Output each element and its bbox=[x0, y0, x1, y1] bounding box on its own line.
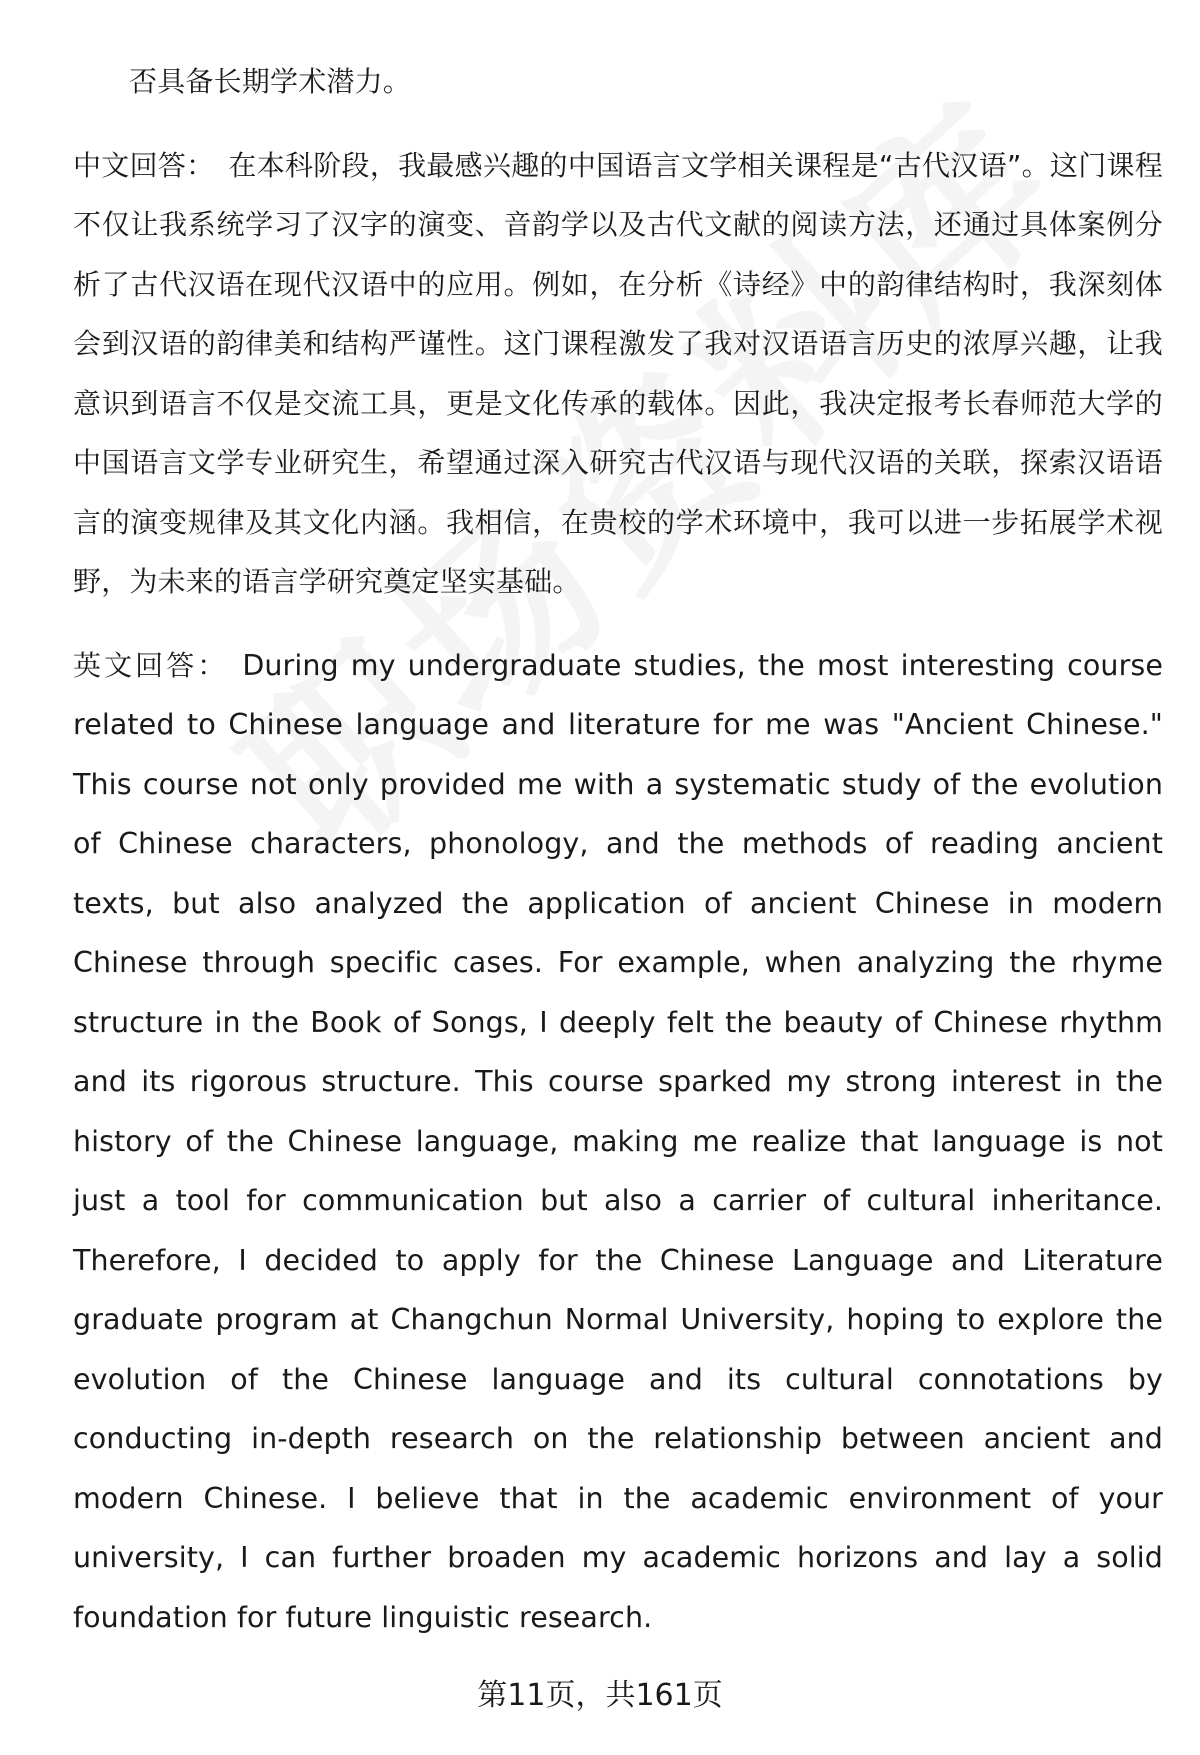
continuation-paragraph bbox=[73, 52, 1163, 112]
english-answer-label: 英文回答： bbox=[73, 648, 229, 682]
continuation-text: 否具备长期学术潜力。 bbox=[129, 65, 412, 98]
document-body bbox=[73, 52, 1163, 1671]
chinese-answer-text: 在本科阶段，我最感兴趣的中国语言文学相关课程是“古代汉语”。这门课程不仅让我系统学习了汉字的演变、音韵学以及古代文献的阅读方法，还通过具体案例分析了古代汉语在现代汉语中的应用。例如，在分析《诗经》中的韵律结构时，我深刻体会到汉语的韵律美和结构严谨性。这门课程激发了我对汉语语言历史的浓厚兴趣，让我意识到语言不仅是交流工具，更是文化传承的载体。因此，我决定报考长春师范大学的中国语言文学专业研究生，希望通过深入研究古代汉语与现代汉语的关联，探索汉语语言的演变规律及其文化内涵。我相信，在贵校的学术环境中，我可以进一步拓展学术视野，为未来的语言学研究奠定坚实基础。 bbox=[73, 148, 1163, 598]
chinese-answer-label: 中文回答： bbox=[73, 148, 215, 182]
page-number-footer: 第11页，共161页 bbox=[477, 1678, 723, 1713]
english-answer-text: During my undergraduate studies, the most interesting course related to Chinese language and literature for me was "Ancient Chinese." This course not only provided me with a systematic study of the evolution of Chinese characters, phonology, and the methods of reading ancient texts, but also analyzed the application of ancient Chinese in modern Chinese through specific cases. For example, when analyzing the rhyme structure in the Book of Songs, I deeply felt the beauty of Chinese rhythm and its rigorous structure. This course sparked my strong interest in the history of the Chinese language, making me realize that language is not just a tool for communication but also a carrier of cultural inheritance. Therefore, I decided to apply for the Chinese Language and Literature graduate program at Changchun Normal University, hoping to explore the evolution of the Chinese language and its cultural connotations by conducting in-depth research on the relationship between ancient and modern Chinese. I believe that in the academic environment of your university, I can further broaden my academic horizons and lay a solid foundation for future linguistic research. bbox=[73, 648, 1163, 1634]
english-answer-paragraph bbox=[73, 636, 1163, 1648]
chinese-answer-paragraph bbox=[73, 136, 1163, 612]
